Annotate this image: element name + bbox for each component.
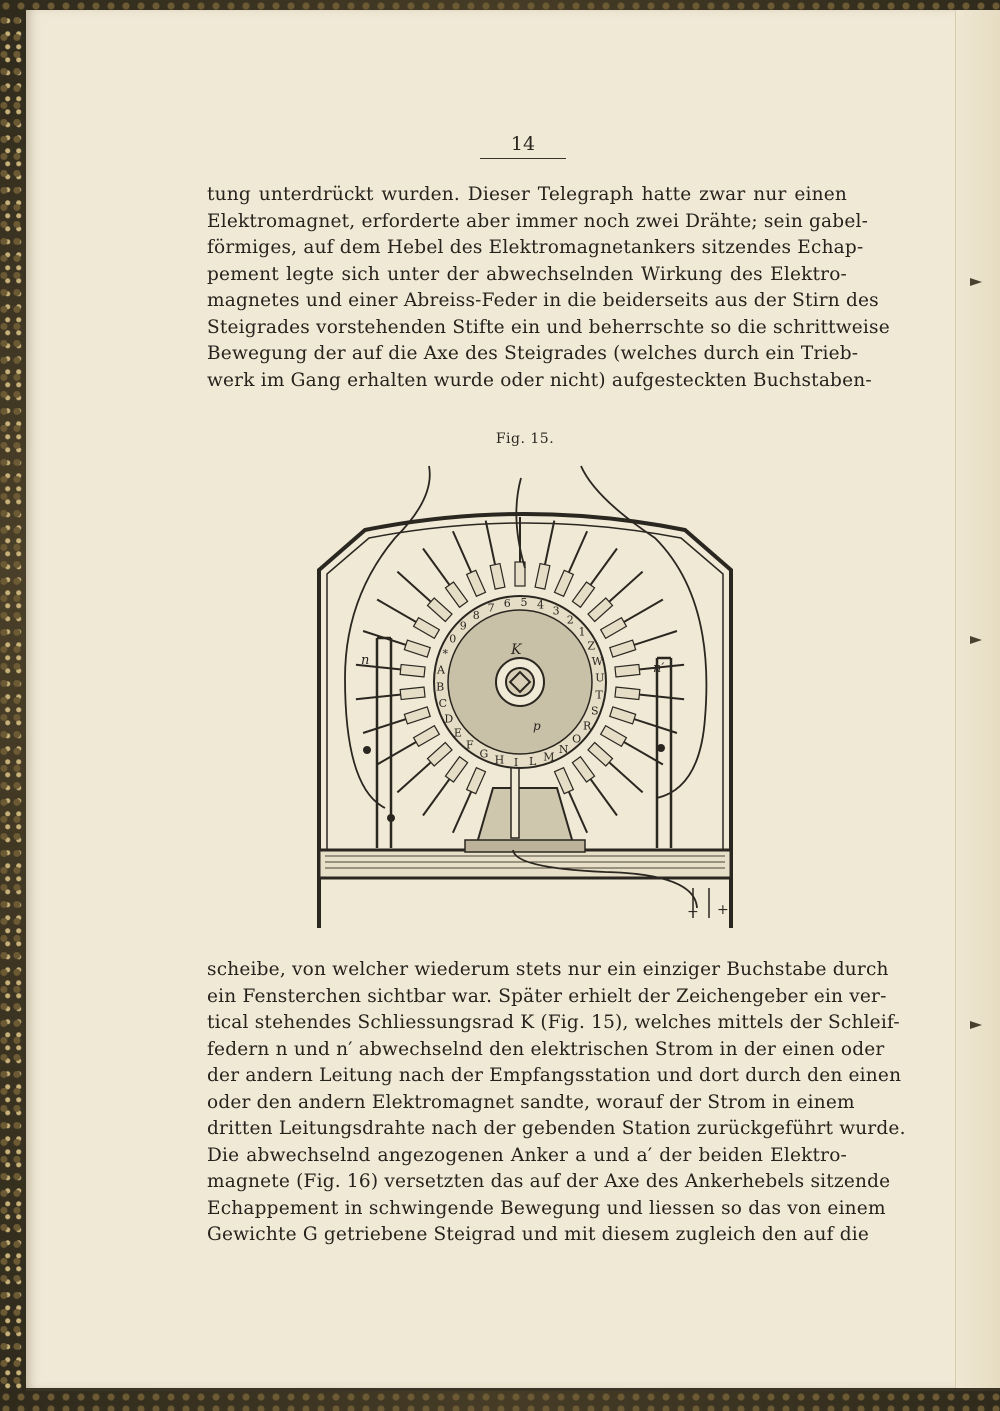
dial-letter: U (595, 671, 605, 685)
dial-letter: E (453, 726, 462, 740)
wheel-tooth (615, 687, 640, 699)
label-plus: + (717, 902, 729, 918)
wheel-tooth (615, 664, 640, 676)
dial-letter: 1 (578, 625, 586, 639)
text-line: Gewichte G getriebene Steigrad und mit diesem zugleich den auf die (207, 1224, 870, 1245)
wheel-tooth (554, 570, 573, 596)
wheel-tooth (535, 564, 550, 590)
dial-letter: T (595, 688, 603, 702)
text-line: Echappement in schwingende Bewegung und liessen so das von einem (207, 1197, 886, 1219)
label-p: p (533, 719, 541, 733)
label-n-prime: n′ (653, 661, 665, 676)
text-line: Bewegung der auf die Axe des Steigrades (welches durch ein Trieb- (207, 343, 859, 364)
figure-caption: Fig. 15. (495, 431, 555, 447)
text-line: der andern Leitung nach der Empfangsstation und dort durch den einen (207, 1065, 902, 1086)
dial-letter: R (583, 719, 592, 733)
text-line: magnetes und einer Abreiss-Feder in die beiderseits aus der Stirn des (207, 290, 879, 311)
wheel-tooth (445, 582, 467, 607)
wheel-tooth (400, 664, 425, 676)
dial-letter: 4 (537, 598, 545, 612)
label-K: K (511, 642, 522, 658)
wheel-tooth (404, 707, 430, 724)
paragraph-bottom (207, 957, 906, 1249)
marbled-binding-bottom (0, 1391, 1000, 1411)
telegraph-illustration (305, 458, 745, 928)
wheel-tooth (404, 640, 430, 657)
dial-letter: G (479, 747, 489, 761)
dial-letter: F (465, 738, 474, 752)
wheel-tooth (427, 598, 452, 621)
dial-letter: S (590, 704, 599, 718)
dial-letter: H (494, 753, 505, 767)
wheel-tooth (610, 640, 636, 657)
text-line: oder den andern Elektromagnet sandte, worauf der Strom in einem (207, 1091, 855, 1113)
telegraph-figure (305, 458, 745, 928)
wheel-tooth (572, 582, 594, 607)
text-line: federn n und n′ abwechselnd den elektrischen Strom in der einen oder (207, 1038, 885, 1060)
wheel-tooth (601, 618, 627, 639)
wheel-tooth (414, 726, 440, 747)
text-line: tical stehendes Schliessungsrad K (Fig. 15), welches mittels der Schleif- (207, 1012, 900, 1033)
dial-letter: C (438, 696, 447, 710)
dial-letter: 5 (520, 596, 528, 610)
wheel-tooth (588, 598, 613, 621)
dial-letter: N (558, 742, 569, 756)
dial-letter: 0 (449, 632, 457, 646)
wheel-tooth (467, 570, 486, 596)
dial-letter: 7 (487, 601, 495, 615)
dial-letter: O (572, 732, 582, 746)
next-page-edge (955, 10, 1000, 1388)
dial-letter: 3 (552, 604, 560, 618)
text-line: dritten Leitungsdrahte nach der gebenden Station zurückgeführt wurde. (207, 1118, 906, 1139)
text-line: ein Fensterchen sichtbar war. Später erhielt der Zeichengeber ein ver- (207, 985, 887, 1007)
dial-letter: Z (587, 639, 596, 653)
wheel-tooth (588, 743, 613, 766)
text-line: magnete (Fig. 16) versetzten das auf der Axe des Ankerhebels sitzende (207, 1171, 891, 1192)
text-line: Elektromagnet, erforderte aber immer noch zwei Drähte; sein gabel- (207, 210, 869, 232)
label-n: n (361, 653, 370, 668)
paragraph-top (207, 182, 890, 394)
dial-letter: * (442, 647, 448, 661)
dial-letter: A (436, 663, 445, 677)
page-number: 14 (480, 133, 566, 159)
text-line: Steigrades vorstehenden Stifte ein und beherrschte so die schrittweise (207, 316, 890, 338)
dial-letter: 8 (472, 609, 480, 623)
dial-letter: L (529, 754, 537, 768)
dial-letter: M (543, 750, 555, 764)
wheel-tooth (601, 726, 627, 747)
text-line: werk im Gang erhalten wurde oder nicht) aufgesteckten Buchstaben- (207, 369, 872, 391)
text-line: Die abwechselnd angezogenen Anker a und a′ der beiden Elektro- (207, 1144, 847, 1166)
text-line: pement legte sich unter der abwechselnden Wirkung des Elektro- (207, 263, 847, 285)
dial-letter: 9 (459, 619, 467, 633)
wheel-tooth (572, 757, 594, 782)
text-line: tung unterdrückt wurden. Dieser Telegraph hatte zwar nur einen (207, 184, 847, 205)
label-minus: − (687, 904, 699, 920)
wheel-tooth (427, 743, 452, 766)
dial-letter: W (591, 655, 603, 669)
wheel-tooth (414, 618, 440, 639)
marbled-binding-left (0, 0, 26, 1411)
dial-letter: 2 (566, 613, 574, 627)
wheel-tooth (610, 707, 636, 724)
dial-letter: B (436, 680, 445, 694)
text-line: förmiges, auf dem Hebel des Elektromagnetankers sitzendes Echap- (207, 237, 864, 258)
dial-letter: D (444, 712, 454, 726)
wheel-tooth (467, 768, 486, 794)
wheel-tooth (445, 757, 467, 782)
dial-letter: 6 (503, 597, 511, 611)
wheel-tooth (490, 564, 505, 590)
dial-letter: I (513, 755, 519, 769)
text-line: scheibe, von welcher wiederum stets nur ein einziger Buchstabe durch (207, 959, 889, 980)
wheel-tooth (400, 687, 425, 699)
